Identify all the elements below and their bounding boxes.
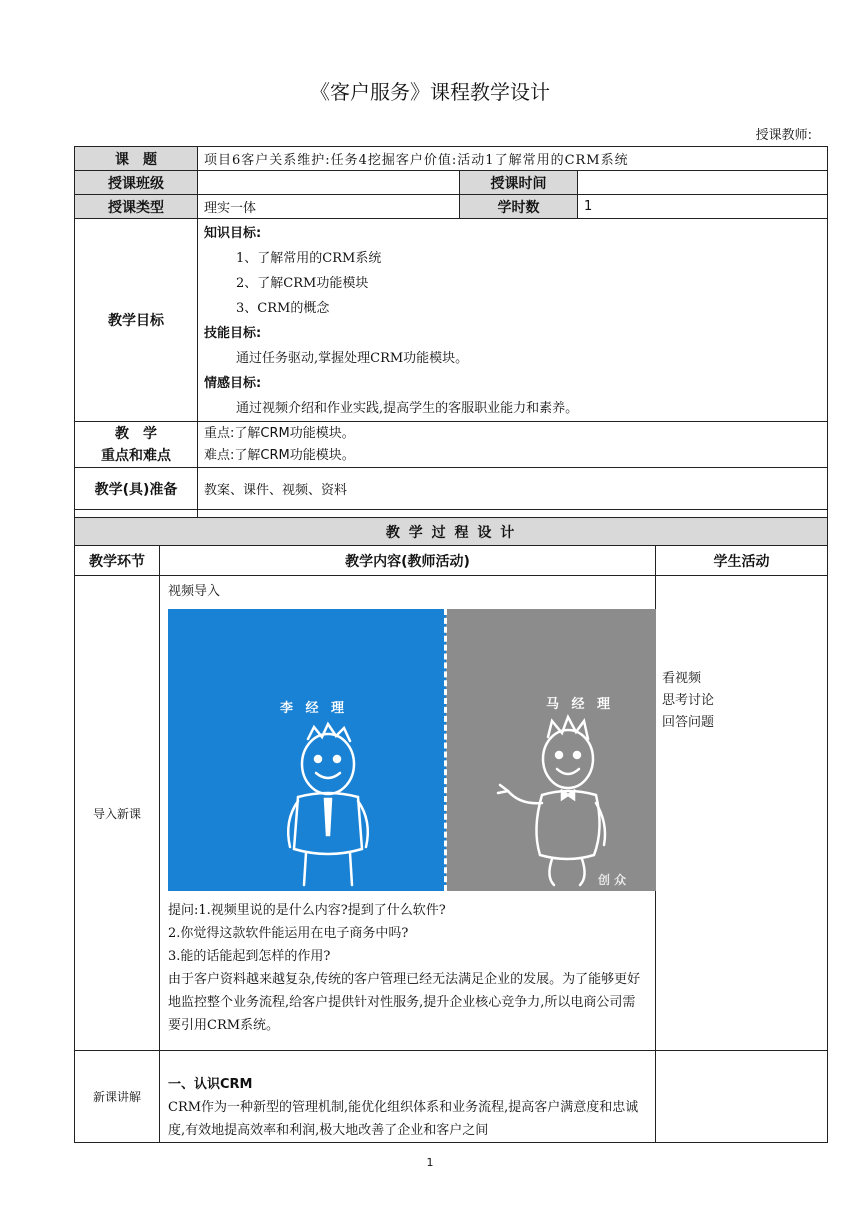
prep-label: 教学(具)准备 xyxy=(75,468,198,510)
knowledge-item: 3、CRM的概念 xyxy=(236,301,330,316)
video-left-name: 李 经 理 xyxy=(280,701,349,716)
knowledge-item: 1、了解常用的CRM系统 xyxy=(236,251,382,266)
course-info-table xyxy=(74,146,828,540)
video-watermark: 创 众 xyxy=(598,873,627,887)
student-activity-1 xyxy=(656,576,828,1051)
student-item: 回答问题 xyxy=(662,715,715,730)
figure-ma xyxy=(498,717,605,885)
goals-cell xyxy=(198,219,828,422)
question-1: 提问:1.视频里说的是什么内容?提到了什么软件? xyxy=(168,903,446,918)
prep-value: 教案、课件、视频、资料 xyxy=(198,468,828,510)
key-label-line1: 教 学 xyxy=(115,425,157,442)
class-label: 授课班级 xyxy=(75,171,198,195)
video-figures xyxy=(168,609,656,891)
emotion-title: 情感目标: xyxy=(204,376,262,391)
intro-video[interactable] xyxy=(168,609,656,891)
knowledge-item: 2、了解CRM功能模块 xyxy=(236,276,369,291)
teacher-label: 授课教师: xyxy=(755,128,812,143)
time-value xyxy=(578,171,828,195)
key-difficult-cell xyxy=(198,422,828,468)
type-label: 授课类型 xyxy=(75,195,198,219)
col-content: 教学内容(教师活动) xyxy=(160,546,656,576)
section-1-title: 一、认识CRM xyxy=(168,1077,253,1092)
skill-text: 通过任务驱动,掌握处理CRM功能模块。 xyxy=(236,351,469,366)
question-2: 2.你觉得这款软件能运用在电子商务中吗? xyxy=(168,926,409,941)
key-point: 重点:了解CRM功能模块。 xyxy=(204,425,355,441)
difficult-point: 难点:了解CRM功能模块。 xyxy=(204,447,355,463)
goals-label: 教学目标 xyxy=(75,219,198,422)
intro-explanation: 由于客户资料越来越复杂,传统的客户管理已经无法满足企业的发展。为了能够更好地监控整个业务流程,给客户提供针对性服务,提升企业核心竞争力,所以电商公司需要引用CRM系统。 xyxy=(168,972,641,1033)
class-value xyxy=(198,171,460,195)
knowledge-title: 知识目标: xyxy=(204,226,262,241)
topic-label: 课 题 xyxy=(75,147,198,171)
stage-intro: 导入新课 xyxy=(75,576,160,1051)
hours-value: 1 xyxy=(578,195,828,219)
video-intro-label: 视频导入 xyxy=(168,584,221,599)
student-item: 思考讨论 xyxy=(662,693,715,708)
student-item: 看视频 xyxy=(662,671,702,686)
intro-content xyxy=(160,576,656,1051)
video-right-name: 马 经 理 xyxy=(546,697,615,712)
hours-label: 学时数 xyxy=(460,195,578,219)
key-difficult-label xyxy=(75,422,198,468)
skill-title: 技能目标: xyxy=(204,326,262,341)
topic-value: 项目6客户关系维护:任务4挖掘客户价值:活动1了解常用的CRM系统 xyxy=(198,147,828,171)
question-3: 3.能的话能起到怎样的作用? xyxy=(168,949,331,964)
col-stage: 教学环节 xyxy=(75,546,160,576)
teaching-process-table xyxy=(74,517,828,1143)
student-activity-2 xyxy=(656,1051,828,1143)
section-1-text: CRM作为一种新型的管理机制,能优化组织体系和业务流程,提高客户满意度和忠诚度,有效地提高效率和利润,极大地改善了企业和客户之间 xyxy=(168,1100,639,1138)
figure-li xyxy=(288,724,368,885)
stage-new-lesson: 新课讲解 xyxy=(75,1051,160,1143)
new-lesson-content xyxy=(160,1051,656,1143)
document-title: 《客户服务》课程教学设计 xyxy=(310,80,550,104)
page-number: 1 xyxy=(426,1156,434,1169)
col-student: 学生活动 xyxy=(656,546,828,576)
key-label-line2: 重点和难点 xyxy=(101,447,171,464)
process-heading: 教 学 过 程 设 计 xyxy=(75,518,828,546)
emotion-text: 通过视频介绍和作业实践,提高学生的客服职业能力和素养。 xyxy=(236,401,579,416)
type-value: 理实一体 xyxy=(198,195,460,219)
time-label: 授课时间 xyxy=(460,171,578,195)
